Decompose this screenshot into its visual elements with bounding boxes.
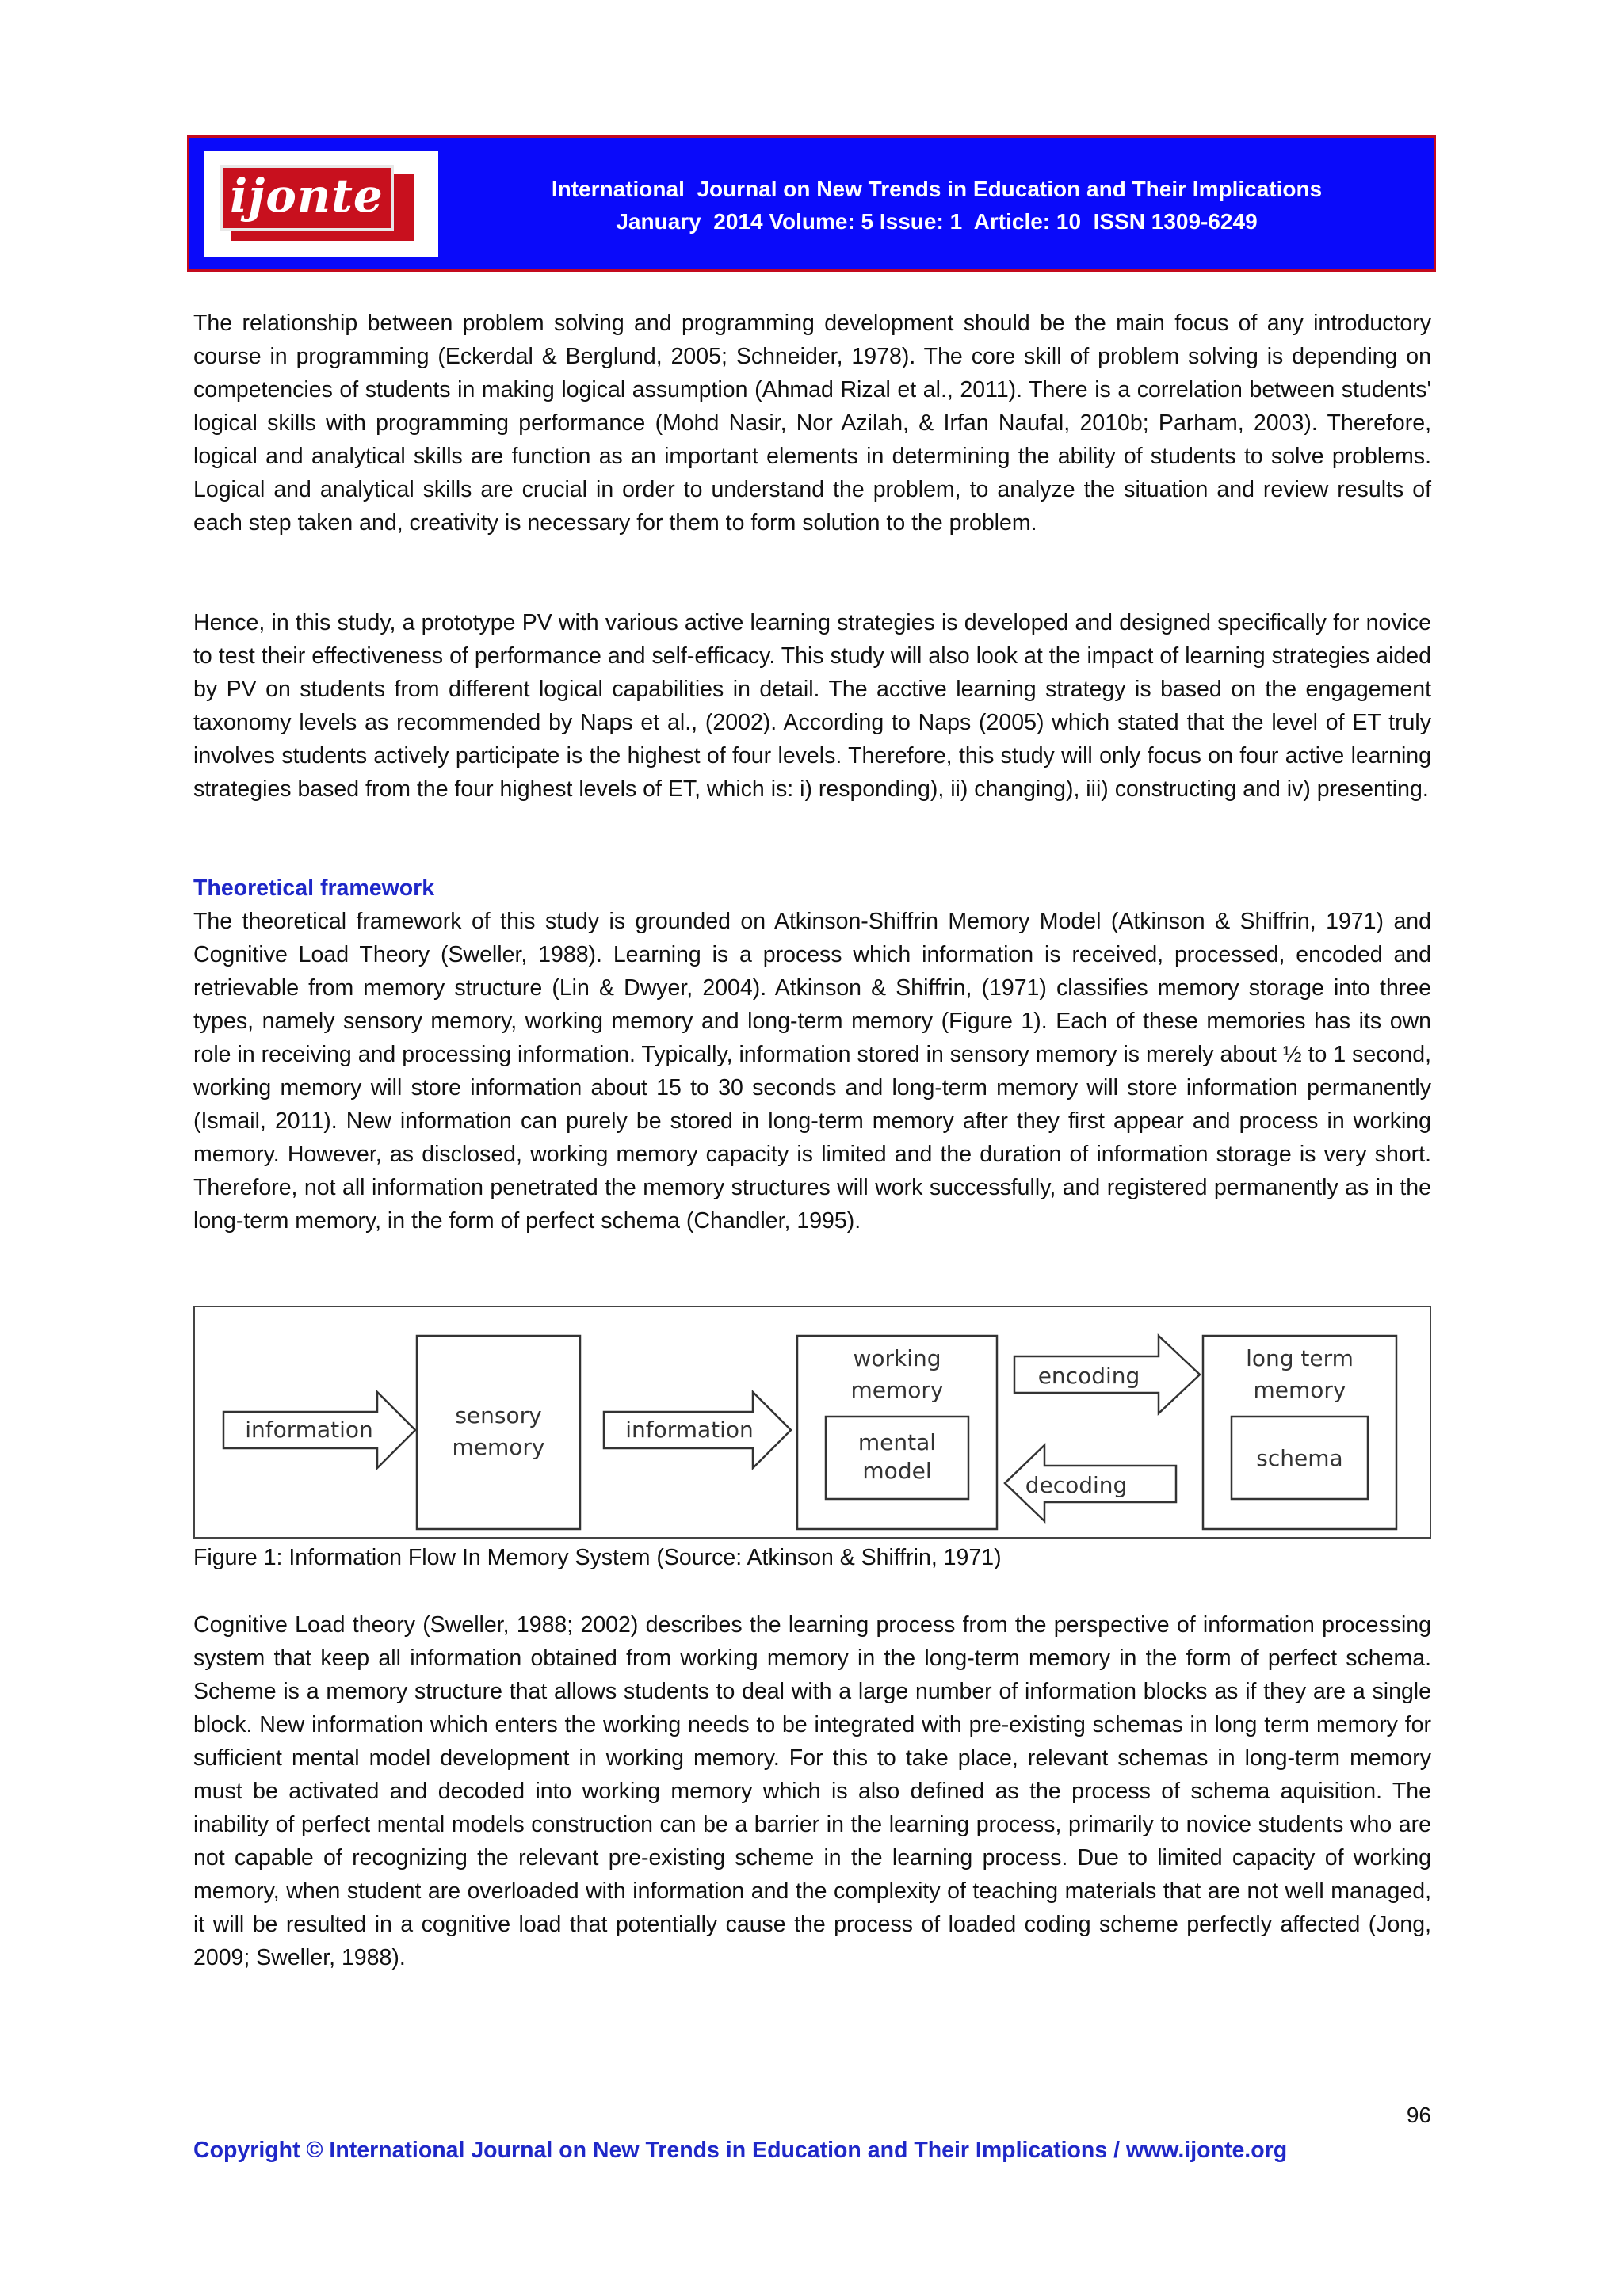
- decoding-label: decoding: [1025, 1472, 1128, 1498]
- encoding-label: encoding: [1037, 1363, 1140, 1389]
- paragraph-3: The theoretical framework of this study is grounded on Atkinson-Shiffrin Memory Model (Atkinson & Shiffrin, 1971) and Cognitive Load Theory (Sweller, 1988). Learning is a process which information is received, processed, encoded and retrievable from memory structure (Lin & Dwyer, 2004). Atkinson & Shiffrin, (1971) classifies memory storage into three types, namely sensory memory, working memory and long-term memory (Figure 1). Each of these memories has its own role in receiving and processing information. Typically, information stored in sensory memory is merely about ½ to 1 second, working memory will store information about 15 to 30 seconds and long-term memory will store information permanently (Ismail, 2011). New information can purely be stored in long-term memory after they first appear and process in working memory. However, as disclosed, working memory capacity is limited and the duration of information storage is very short. Therefore, not all information penetrated the memory structures will work successfully, and registered permanently as in the long-term memory, in the form of perfect schema (Chandler, 1995).: [193, 909, 1431, 1234]
- mental-label-2: model: [862, 1458, 932, 1484]
- paragraph-4: Cognitive Load theory (Sweller, 1988; 2002) describes the learning process from the perspective of information processing system that keep all information obtained from working memory in the long-term memory in the form of perfect schema. Scheme is a memory structure that allows students to deal with a large number of information blocks as if they are a single block. New information which enters the working needs to be integrated with pre-existing schemas in long term memory for sufficient mental model development in working memory. For this to take place, relevant schemas in long-term memory must be activated and decoded into working memory which is also defined as the process of schema aquisition. The inability of perfect mental models construction can be a barrier in the learning process, primarily to novice students who are not capable of recognizing the relevant pre-existing scheme in the learning process. Due to limited capacity of working memory, when student are overloaded with information and the complexity of teaching materials that are not well managed, it will be resulted in a cognitive load that potentially cause the process of loaded coding scheme perfectly affected (Jong, 2009; Sweller, 1988).: [193, 1612, 1431, 1970]
- copyright-text: Copyright © International Journal on New Trends in Education and Their Implications / www.ijonte.org: [193, 2138, 1288, 2163]
- sensory-label-2: memory: [452, 1434, 545, 1460]
- arrow2-label: information: [625, 1417, 754, 1443]
- longterm-label-1: long term: [1246, 1345, 1354, 1371]
- memory-flow-diagram: [195, 1307, 1433, 1540]
- paragraph-2: Hence, in this study, a prototype PV with various active learning strategies is developed and designed specifically for novice to test their effectiveness of performance and self-efficacy. This study will also look at the impact of learning strategies aided by PV on students from different logical capabilities in detail. The acctive learning strategy is based on the engagement taxonomy levels as recommended by Naps et al., (2002). According to Naps (2005) which stated that the level of ET truly involves students actively participate is the highest of four levels. Therefore, this study will only focus on four active learning strategies based from the four highest levels of ET, which is: i) responding), ii) changing), iii) constructing and iv) presenting.: [193, 610, 1431, 802]
- longterm-label-2: memory: [1253, 1377, 1346, 1403]
- arrow1-label: information: [245, 1417, 373, 1443]
- section-heading: Theoretical framework: [193, 875, 435, 901]
- mental-label-1: mental: [857, 1429, 937, 1455]
- journal-title: International Journal on New Trends in Education and Their Implications: [551, 177, 1323, 201]
- sensory-label-1: sensory: [455, 1402, 542, 1428]
- sensory-memory-box: [417, 1336, 580, 1529]
- working-label-2: memory: [850, 1377, 944, 1403]
- logo-text: ijonte: [220, 165, 394, 231]
- copyright-footer: [193, 2134, 1287, 2167]
- header-text: [451, 173, 1423, 238]
- working-label-1: working: [853, 1345, 941, 1371]
- figure-caption: Figure 1: Information Flow In Memory System (Source: Atkinson & Shiffrin, 1971): [193, 1545, 1002, 1570]
- page-number: 96: [1406, 2103, 1431, 2127]
- issue-line: January 2014 Volume: 5 Issue: 1 Article: 10 ISSN 1309-6249: [616, 209, 1258, 234]
- schema-label: schema: [1256, 1445, 1343, 1471]
- journal-header: [187, 135, 1436, 272]
- paragraph-1: The relationship between problem solving and programming development should be the main focus of any introductory course in programming (Eckerdal & Berglund, 2005; Schneider, 1978). The core skill of problem solving is depending on competencies of students in making logical assumption (Ahmad Rizal et al., 2011). There is a correlation between students' logical skills with programming performance (Mohd Nasir, Nor Azilah, & Irfan Naufal, 2010b; Parham, 2003). Therefore, logical and analytical skills are function as an important elements in determining the ability of students to solve problems. Logical and analytical skills are crucial in order to understand the problem, to analyze the situation and review results of each step taken and, creativity is necessary for them to form solution to the problem.: [193, 311, 1431, 536]
- memory-flow-figure: [193, 1306, 1431, 1539]
- journal-logo: [204, 151, 438, 257]
